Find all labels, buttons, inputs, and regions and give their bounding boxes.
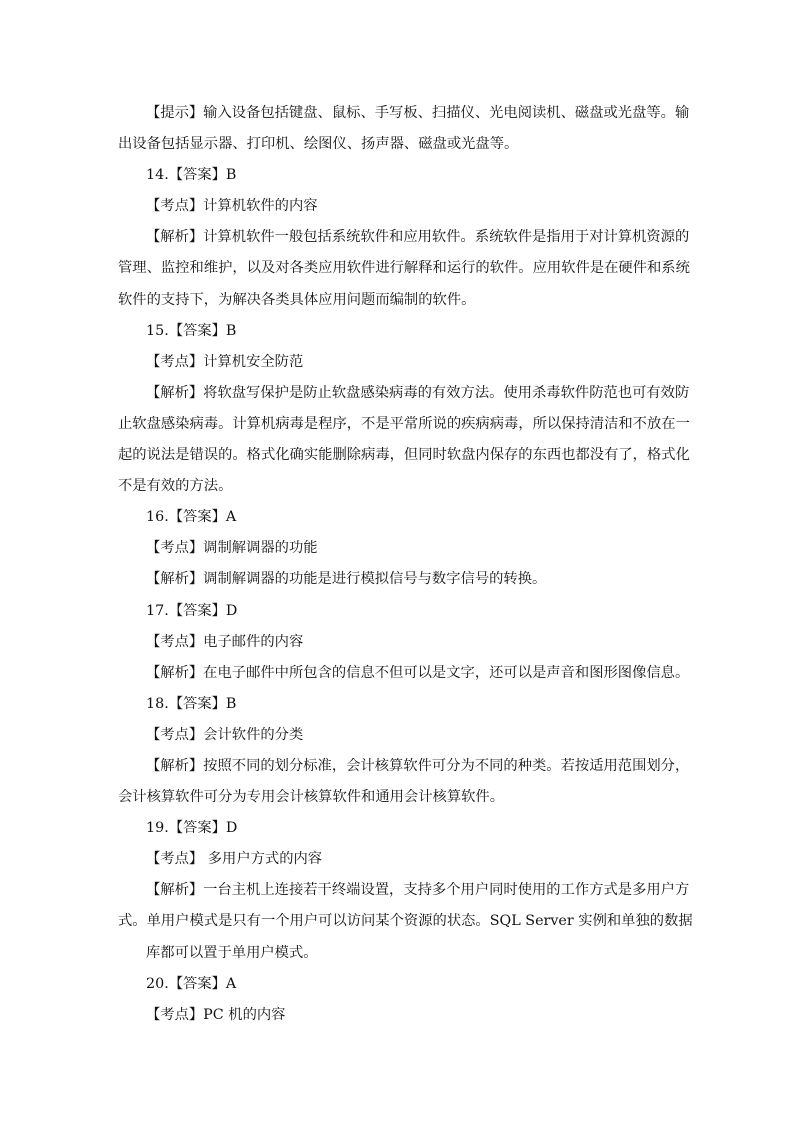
answer-line-15: 15.【答案】B bbox=[146, 322, 237, 339]
topic-line-18: 【考点】会计软件的分类 bbox=[146, 726, 304, 743]
tip-line: 【提示】输入设备包括键盘、鼠标、手写板、扫描仪、光电阅读机、磁盘或光盘等。输 bbox=[146, 105, 690, 121]
analysis-line-15: 【解析】将软盘写保护是防止软盘感染病毒的有效方法。使用杀毒软件防范也可有效防 bbox=[146, 384, 690, 401]
tip-line: 出设备包括显示器、打印机、绘图仪、扬声器、磁盘或光盘等。 bbox=[118, 136, 519, 153]
analysis-line-17: 【解析】在电子邮件中所包含的信息不但可以是文字，还可以是声音和图形图像信息。 bbox=[146, 664, 690, 681]
analysis-line-19: 【解析】一台主机上连接若干终端设置，支持多个用户同时使用的工作方式是多用户方 bbox=[146, 882, 690, 899]
topic-line-16: 【考点】调制解调器的功能 bbox=[146, 540, 318, 557]
analysis-line-14: 软件的支持下，为解决各类具体应用问题而编制的软件。 bbox=[118, 291, 476, 308]
analysis-line-15: 起的说法是错误的。格式化确实能删除病毒，但同时软盘内保存的东西也都没有了，格式化 bbox=[118, 447, 690, 464]
analysis-line-14: 【解析】计算机软件一般包括系统软件和应用软件。系统软件是指用于对计算机资源的 bbox=[146, 229, 690, 246]
analysis-line-16: 【解析】调制解调器的功能是进行模拟信号与数字信号的转换。 bbox=[146, 571, 547, 588]
analysis-line-14: 管理、监控和维护，以及对各类应用软件进行解释和运行的软件。应用软件是在硬件和系统 bbox=[118, 260, 690, 277]
analysis-line-18: 会计核算软件可分为专用会计核算软件和通用会计核算软件。 bbox=[118, 789, 505, 806]
analysis-line-15: 不是有效的方法。 bbox=[118, 478, 233, 495]
analysis-line-18: 【解析】按照不同的划分标准，会计核算软件可分为不同的种类。若按适用范围划分， bbox=[146, 757, 690, 774]
topic-line-20: 【考点】PC 机的内容 bbox=[146, 1006, 286, 1023]
answer-line-14: 14.【答案】B bbox=[146, 167, 237, 184]
answer-line-20: 20.【答案】A bbox=[146, 975, 237, 992]
answer-line-19: 19.【答案】D bbox=[146, 820, 238, 837]
answer-line-17: 17.【答案】D bbox=[146, 602, 238, 619]
answer-explanations bbox=[118, 98, 693, 1031]
analysis-line-19: 库都可以置于单用户模式。 bbox=[146, 944, 318, 961]
analysis-line-15: 止软盘感染病毒。计算机病毒是程序，不是平常所说的疾病病毒，所以保持清洁和不放在一 bbox=[118, 415, 690, 432]
topic-line-15: 【考点】计算机安全防范 bbox=[146, 353, 304, 370]
answer-line-16: 16.【答案】A bbox=[146, 509, 237, 526]
topic-line-19: 【考点】 多用户方式的内容 bbox=[146, 851, 323, 868]
topic-line-17: 【考点】电子邮件的内容 bbox=[146, 633, 304, 650]
analysis-line-19: 式。单用户模式是只有一个用户可以访问某个资源的状态。SQL Server 实例和单独的数据 bbox=[118, 913, 693, 930]
answer-line-18: 18.【答案】B bbox=[146, 695, 237, 712]
topic-line-14: 【考点】计算机软件的内容 bbox=[146, 198, 318, 215]
